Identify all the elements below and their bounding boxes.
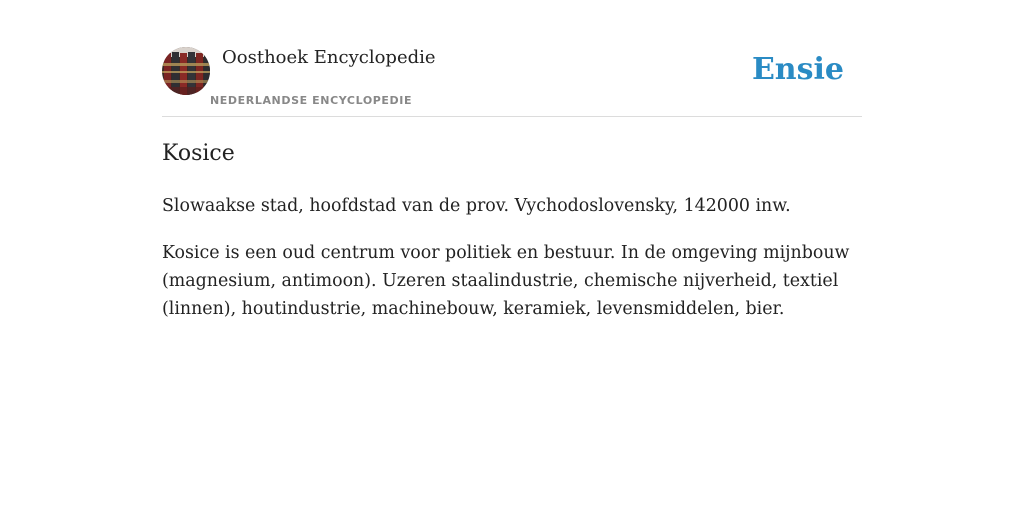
site-subtitle: NEDERLANDSE ENCYCLOPEDIE (210, 94, 413, 107)
brand-logo-link[interactable]: Ensie (751, 52, 844, 87)
article-content (162, 138, 862, 323)
article-title: Kosice (162, 141, 235, 166)
site-header (162, 44, 862, 117)
article-paragraph: Slowaakse stad, hoofdstad van de prov. Vychodoslovensky, 142000 inw. (162, 196, 791, 216)
article-paragraph: Kosice is een oud centrum voor politiek en bestuur. In de omgeving mijnbouw (magnesium, antimoon). Uzeren staalindustrie, chemische nijverheid, textiel (linnen), houtindustrie, machinebouw, keramiek, levensmiddelen, bier. (162, 243, 850, 319)
site-title-link[interactable]: Oosthoek Encyclopedie (222, 47, 436, 68)
encyclopedia-books-avatar-icon[interactable] (162, 47, 210, 95)
